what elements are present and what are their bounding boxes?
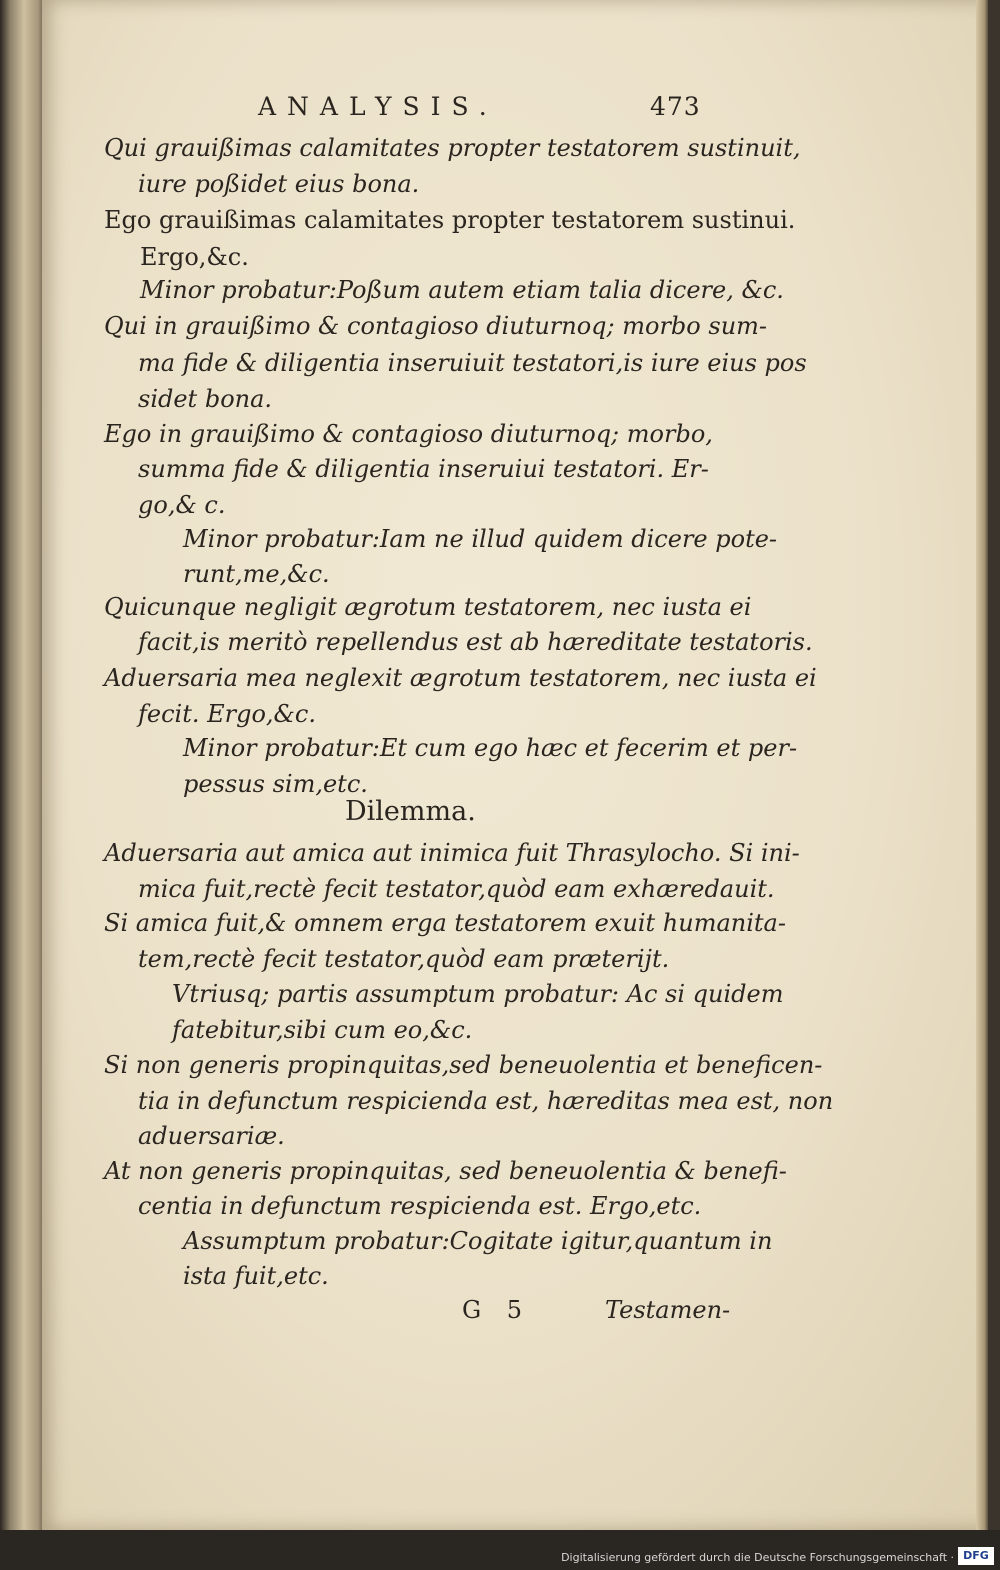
section-heading: Dilemma. (345, 796, 476, 827)
text-line: sidet bona. (138, 385, 273, 413)
text-line: fecit. Ergo,&c. (138, 700, 316, 728)
text-line: Ergo,&c. (140, 243, 249, 271)
text-line: go,& c. (138, 491, 226, 519)
text-line: mica fuit,rectè fecit testator,quòd eam exhæredauit. (138, 875, 775, 903)
text-line: Vtriusq; partis assumptum probatur: Ac si quidem (172, 980, 784, 1008)
text-line: Quicunque negligit ægrotum testatorem, nec iusta ei (104, 593, 752, 621)
text-line: Minor probatur:Poßum autem etiam talia dicere, &c. (140, 276, 784, 304)
text-line: Ego in grauißimo & contagioso diuturnoq; morbo, (104, 420, 713, 448)
text-line: tem,rectè fecit testator,quòd eam præterijt. (138, 945, 670, 973)
dfg-logo: DFG (958, 1547, 994, 1565)
text-line: Si amica fuit,& omnem erga testatorem exuit humanita- (104, 909, 786, 937)
signature-mark: G 5 (462, 1296, 523, 1324)
text-line: ista fuit,etc. (183, 1262, 329, 1290)
text-line: summa fide & diligentia inseruiui testatori. Er- (138, 455, 709, 483)
text-line: At non generis propinquitas, sed beneuolentia & benefi- (104, 1157, 787, 1185)
text-line: Qui in grauißimo & contagioso diuturnoq; morbo sum- (104, 312, 768, 340)
text-line: Minor probatur:Et cum ego hæc et fecerim et per- (183, 734, 798, 762)
text-line: Aduersaria aut amica aut inimica fuit Thrasylocho. Si ini- (104, 839, 800, 867)
text-line: Qui grauißimas calamitates propter testatorem sustinuit, (104, 134, 801, 162)
scan-footer-bar (0, 1530, 1000, 1570)
text-line: Aduersaria mea neglexit ægrotum testatorem, nec iusta ei (104, 664, 817, 692)
text-line: tia in defunctum respicienda est, hæreditas mea est, non (138, 1087, 834, 1115)
text-line: centia in defunctum respicienda est. Ergo,etc. (138, 1192, 702, 1220)
page-number: 473 (650, 92, 701, 121)
previous-page-edge (0, 0, 44, 1530)
text-line: aduersariæ. (138, 1122, 285, 1150)
text-line: Minor probatur:Iam ne illud quidem dicere pote- (183, 525, 778, 553)
text-line: pessus sim,etc. (183, 770, 368, 798)
page-edge-shadow (976, 0, 988, 1530)
digitization-credit: Digitalisierung gefördert durch die Deutsche Forschungsgemeinschaft · (561, 1551, 954, 1564)
catchword: Testamen- (605, 1296, 731, 1324)
text-line: facit,is meritò repellendus est ab hæreditate testatoris. (138, 628, 813, 656)
text-line: iure poßidet eius bona. (138, 170, 420, 198)
text-line: ma fide & diligentia inseruiuit testatori,is iure eius pos (138, 349, 807, 377)
text-line: Ego grauißimas calamitates propter testatorem sustinui. (104, 206, 796, 234)
text-line: fatebitur,sibi cum eo,&c. (172, 1016, 473, 1044)
running-head: ANALYSIS. (258, 92, 498, 121)
text-line: Si non generis propinquitas,sed beneuolentia et beneficen- (104, 1051, 823, 1079)
text-line: runt,me,&c. (183, 560, 330, 588)
text-line: Assumptum probatur:Cogitate igitur,quantum in (183, 1227, 773, 1255)
